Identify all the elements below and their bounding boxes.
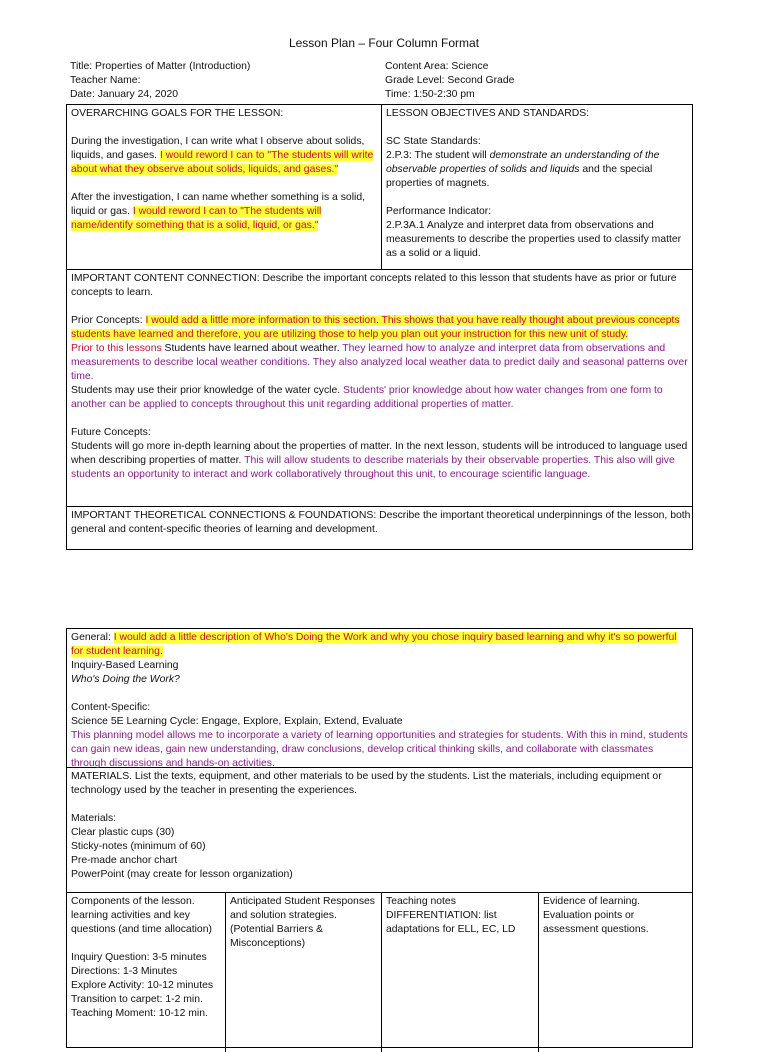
- materials-cell: [67, 770, 691, 882]
- evidence-heading: Evidence of learning. Evaluation points or assessment questions.: [543, 896, 649, 935]
- standard-text: 2.P.3: The student will demonstrate an understanding of the observable properties of solids and liquids and the special properties of magnets.: [386, 150, 660, 189]
- reviewer-comment: I would reword I can to "The students will write about what they observe about solids, liquids, and gases.": [71, 150, 374, 175]
- future-label: Future Concepts:: [71, 427, 151, 438]
- header-left: [70, 60, 250, 102]
- components-heading: Components of the lesson. learning activities and key questions (and time allocation): [71, 896, 212, 935]
- prior-weather: Prior to this lessons Students have learned about weather. They learned how to analyze and interpret data from observations and measurements to describe local weather conditions. They also analyzed local weather data to predict daily and seasonal patterns over time.: [71, 343, 688, 382]
- reviewer-comment: I would add a little description of Who's Doing the Work and why you chose inquiry based learning and why it's so powerful for student learning.: [71, 632, 677, 657]
- lesson-title: Title: Properties of Matter (Introduction): [70, 61, 251, 72]
- indicator-label: Performance Indicator:: [386, 206, 492, 217]
- planning-model-text: This planning model allows me to incorporate a variety of learning opportunities and strategies for students. With this in mind, students can gain new ideas, gain new understanding, draw conclusions, develop critical thinking skills, and collaborate with classmates through discussions and hands-on activities.: [71, 730, 688, 769]
- responses-heading: Anticipated Student Responses and solution strategies. (Potential Barriers & Misconceptions): [230, 896, 375, 949]
- objectives-cell: [382, 107, 690, 261]
- top-table: [66, 104, 693, 550]
- teacher-name: Teacher Name:: [70, 75, 141, 86]
- content-connection-cell: [67, 272, 691, 482]
- reviewer-comment: I would reword I can to "The students will name/identify something that is a solid, liquid, or gas.": [71, 206, 322, 231]
- future-concepts: Students will go more in-depth learning about the properties of matter. In the next lesson, students will be introduced to language used when describing properties of matter. This will allow students to describe materials by their observable properties. This also will give students an opportunity to interact and work collaboratively throughout this unit, to encourage scientific language.: [71, 441, 688, 480]
- column-evidence: [539, 895, 691, 937]
- content-area: Content Area: Science: [385, 61, 489, 72]
- material-item: Pre-made anchor chart: [71, 855, 178, 866]
- general-cell: [67, 631, 691, 771]
- goal-1: During the investigation, I can write what I observe about solids, liquids, and gases. I would reword I can to "The students will write about what they observe about solids, liquids, and gases.": [71, 136, 374, 175]
- grade-level: Grade Level: Second Grade: [385, 75, 515, 86]
- teaching-notes-heading: Teaching notes DIFFERENTIATION: list adaptations for ELL, EC, LD: [386, 896, 516, 935]
- lesson-date: Date: January 24, 2020: [70, 89, 179, 100]
- time-allocation: Explore Activity: 10-12 minutes: [71, 980, 214, 991]
- time-allocation: Teaching Moment: 10-12 min.: [71, 1008, 208, 1019]
- indicator-text: 2.P.3A.1 Analyze and interpret data from observations and measurements to describe the properties used to classify matter as a solid or a liquid.: [386, 220, 682, 259]
- content-specific-label: Content-Specific:: [71, 702, 151, 713]
- objectives-heading: LESSON OBJECTIVES AND STANDARDS:: [386, 108, 590, 119]
- theory-heading: IMPORTANT THEORETICAL CONNECTIONS & FOUNDATIONS: Describe the important theoretical underpinnings of the lesson, both general and content-specific theories of learning and development.: [71, 510, 691, 535]
- prior-water-cycle: Students may use their prior knowledge of the water cycle. Students' prior knowledge about how water changes from one form to another can be applied to concepts throughout this unit regarding additional properties of matter.: [71, 385, 663, 410]
- materials-label: Materials:: [71, 813, 117, 824]
- prior-concepts: Prior Concepts: I would add a little more information to this section. This shows that you have really thought about previous concepts students have learned and therefore, you are utilizing those to help you plan out your instruction for this new unit of study.: [71, 315, 680, 340]
- learning-cycle: Science 5E Learning Cycle: Engage, Explore, Explain, Extend, Evaluate: [71, 716, 403, 727]
- document-title: Lesson Plan – Four Column Format: [288, 36, 480, 50]
- column-responses: [226, 895, 380, 951]
- time-allocation: Directions: 1-3 Minutes: [71, 966, 178, 977]
- header-right: [385, 60, 514, 102]
- standards-label: SC State Standards:: [386, 136, 481, 147]
- column-components: [67, 895, 224, 1021]
- reviewer-comment: I would add a little more information to this section. This shows that you have really thought about previous concepts students have learned and therefore, you are utilizing those to help you plan out your instruction for this new unit of study.: [71, 315, 680, 340]
- material-item: PowerPoint (may create for lesson organization): [71, 869, 293, 880]
- column-teaching-notes: [382, 895, 537, 937]
- content-connection-heading: IMPORTANT CONTENT CONNECTION: Describe the important concepts related to this lesson that students have as prior or future concepts to learn.: [71, 273, 677, 298]
- goals-heading: OVERARCHING GOALS FOR THE LESSON:: [71, 108, 284, 119]
- material-item: Clear plastic cups (30): [71, 827, 175, 838]
- theory-cell: [67, 509, 691, 537]
- general-theory: General: I would add a little description of Who's Doing the Work and why you chose inquiry based learning and why it's so powerful for student learning.: [71, 632, 677, 657]
- bottom-table: [66, 628, 693, 1048]
- inquiry-learning: Inquiry-Based Learning: [71, 660, 179, 671]
- materials-heading: MATERIALS. List the texts, equipment, and other materials to be used by the students. List the materials, including equipment or technology used by the teacher in presenting the experiences.: [71, 771, 662, 796]
- time-allocation: Transition to carpet: 1-2 min.: [71, 994, 203, 1005]
- lesson-time: Time: 1:50-2:30 pm: [385, 89, 475, 100]
- goal-2: After the investigation, I can name whether something is a solid, liquid or gas. I would reword I can to "The students will name/identify something that is a solid, liquid, or gas.": [71, 192, 365, 231]
- time-allocation: Inquiry Question: 3-5 minutes: [71, 952, 207, 963]
- whos-doing-work: Who's Doing the Work?: [71, 674, 180, 685]
- goals-cell: [67, 107, 379, 233]
- material-item: Sticky-notes (minimum of 60): [71, 841, 206, 852]
